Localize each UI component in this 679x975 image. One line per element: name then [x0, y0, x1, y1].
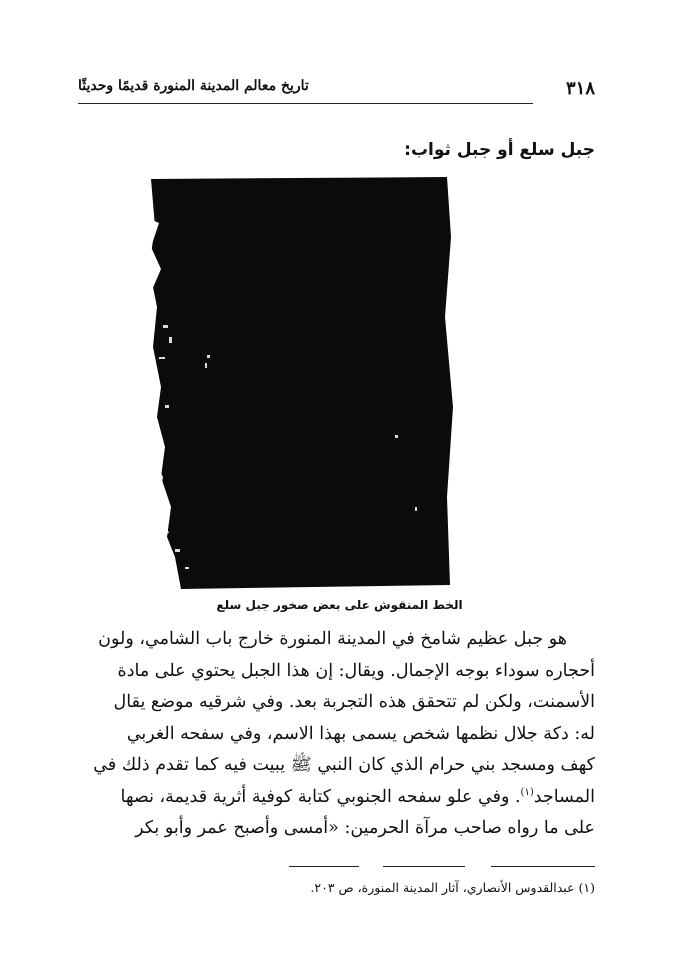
body-line: على ما رواه صاحب مرآة الحرمين: «أمسى وأصبح عمر وأبو بكر — [135, 818, 595, 838]
body-line: له: دكة جلال نظمها شخص يسمى بهذا الاسم، وفي سفحه الغربي — [126, 723, 595, 744]
running-title: تاريخ معالم المدينة المنورة قديمًا وحديثًا — [78, 78, 309, 94]
section-title: جبل سلع أو جبل ثواب: — [404, 140, 595, 160]
body-line: هو جبل عظيم شامخ في المدينة المنورة خارج باب الشامي، ولون — [98, 629, 567, 649]
body-line-segment: المساجد — [533, 786, 595, 807]
page-header — [78, 76, 595, 102]
body-line: كهف ومسجد بني حرام الذي كان النبي ﷺ يبيت فيه كما تقدم ذلك في — [93, 755, 595, 775]
footnote-separator — [210, 866, 595, 868]
body-line: الأسمنت، ولكن لم تتحقق هذه التجربة بعد. وفي شرقيه موضع يقال — [113, 692, 595, 712]
body-line-segment: . وفي علو سفحه الجنوبي كتابة كوفية أثرية قديمة، نصها — [120, 786, 521, 807]
body-line: أحجاره سوداء بوجه الإجمال. ويقال: إن هذا الجبل يحتوي على مادة — [117, 660, 595, 681]
body-line — [80, 782, 595, 814]
page-number: ٣١٨ — [565, 78, 595, 99]
rock-inscription-photo — [145, 177, 455, 589]
footnote-reference[interactable]: (١) — [520, 786, 534, 798]
footnote: (١) عبدالقدوس الأنصاري، آثار المدينة المنورة، ص ٢٠٣. — [310, 880, 595, 895]
figure-caption: الخط المنقوش على بعض صخور جبل سلع — [216, 598, 463, 612]
body-paragraph — [80, 624, 595, 845]
header-rule — [78, 103, 533, 104]
